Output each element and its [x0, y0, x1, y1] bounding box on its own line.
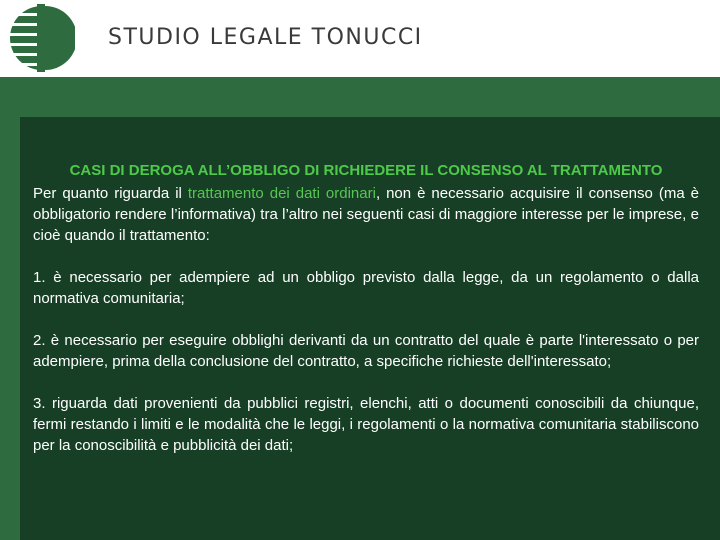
intro-paragraph [33, 183, 699, 246]
slide-content [33, 160, 699, 456]
brand-name: STUDIO LEGALE TONUCCI [108, 25, 423, 50]
slide-title: CASI DI DEROGA ALL’OBBLIGO DI RICHIEDERE IL CONSENSO AL TRATTAMENTO [69, 162, 663, 179]
header-bar [0, 0, 720, 77]
tonucci-logo-icon [9, 4, 75, 72]
intro-text-start: Per quanto riguarda il [33, 185, 188, 202]
list-item: 3. riguarda dati provenienti da pubblici registri, elenchi, atti o documenti conoscibili da chiunque, fermi restando i limiti e le modalità che le leggi, i regolamenti o la normativa comunitaria stabiliscono per la conoscibilità e pubblicità dei dati; [33, 395, 699, 454]
list-item: 1. è necessario per adempiere ad un obbligo previsto dalla legge, da un regolamento o dalla normativa comunitaria; [33, 269, 699, 307]
green-band [0, 77, 720, 117]
intro-highlight: trattamento dei dati ordinari [187, 185, 376, 202]
list-item: 2. è necessario per eseguire obblighi derivanti da un contratto del quale è parte l'interessato o per adempiere, prima della conclusione del contratto, a specifiche richieste dell'interessato; [33, 332, 699, 370]
intro-text-end: , non è necessario acquisire il consenso (ma è obbligatorio rendere l’informativa) tra l’altro nei seguenti casi di maggiore interesse per le imprese, e cioè quando il trattamento: [33, 185, 699, 244]
